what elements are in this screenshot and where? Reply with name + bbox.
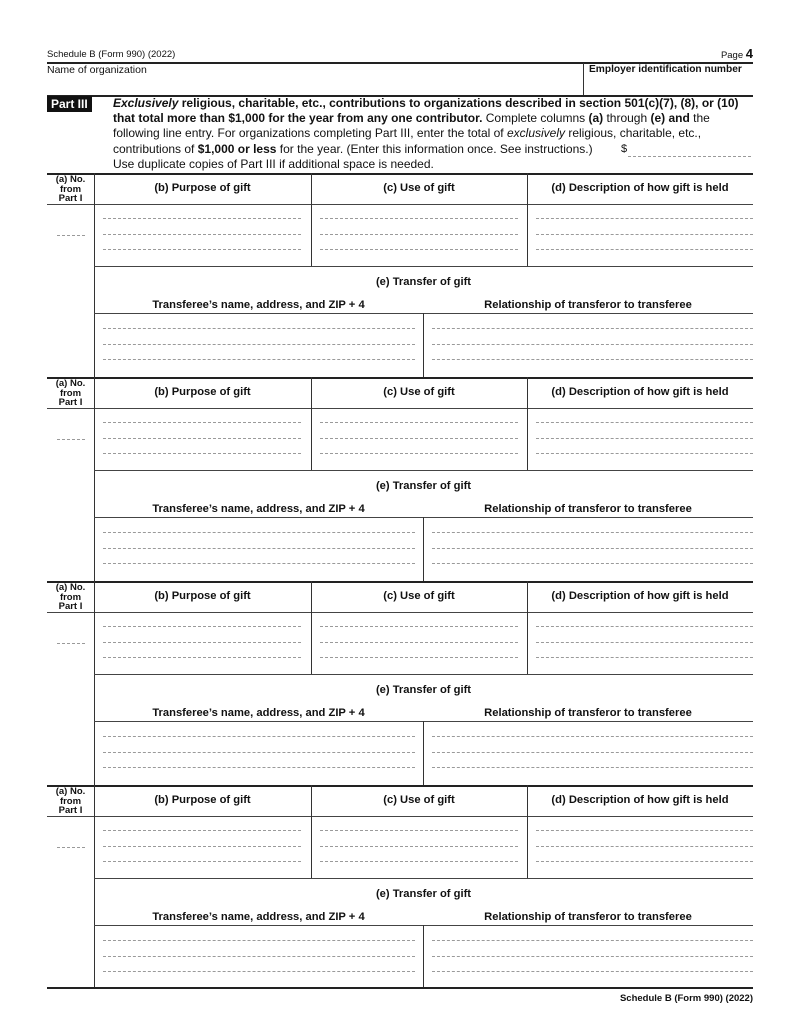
dotted-line (103, 861, 301, 862)
dotted-line (536, 830, 753, 831)
col-a-header-line: (a) No. (55, 378, 86, 389)
col-b-divider (311, 581, 312, 674)
dotted-line (103, 971, 415, 972)
part-i-number-dots (57, 643, 85, 644)
ein-divider (583, 63, 584, 95)
data-row-bottom-rule (94, 674, 753, 675)
dotted-line (103, 438, 301, 439)
dotted-line (432, 736, 753, 737)
dotted-line (320, 234, 518, 235)
col-b-divider (311, 173, 312, 266)
dotted-line (103, 234, 301, 235)
intro-italic-exclusively: Exclusively (113, 96, 179, 110)
part-i-number-dots (57, 847, 85, 848)
dotted-line (536, 657, 753, 658)
dotted-line (103, 563, 415, 564)
col-a-header-line: from (59, 591, 82, 603)
dotted-line (320, 642, 518, 643)
col-d-header: (d) Description of how gift is held (551, 182, 729, 194)
block-top-rule (47, 581, 753, 583)
transferee-name-header: Transferee’s name, address, and ZIP + 4 (152, 299, 365, 311)
col-c-divider (527, 581, 528, 674)
col-c-divider (527, 173, 528, 266)
description-input[interactable] (536, 411, 752, 467)
dotted-line (103, 328, 415, 329)
page-number: 4 (745, 46, 753, 61)
transfer-divider (423, 925, 424, 989)
col-a-header-line: from (59, 183, 82, 195)
col-c-header: (c) Use of gift (383, 182, 455, 194)
description-input[interactable] (536, 819, 752, 875)
dotted-line (320, 249, 518, 250)
dotted-line (432, 548, 753, 549)
dotted-line (536, 846, 753, 847)
form-id-header: Schedule B (Form 990) (2022) (47, 49, 176, 60)
gift-entry-block-2 (0, 377, 800, 581)
form-id-footer: Schedule B (Form 990) (2022) (619, 993, 753, 1004)
dotted-line (103, 940, 415, 941)
transfer-divider (423, 517, 424, 581)
col-c-header: (c) Use of gift (383, 794, 455, 806)
transfer-divider (423, 721, 424, 785)
part-iii-instructions (113, 96, 758, 172)
dotted-line (103, 532, 415, 533)
intro-italic: exclusively (506, 126, 566, 141)
header-row-rule (47, 408, 753, 409)
intro-text: Complete columns (482, 111, 589, 126)
col-a-header (47, 583, 94, 612)
use-of-gift-input[interactable] (320, 207, 520, 263)
purpose-of-gift-input[interactable] (103, 207, 303, 263)
part-i-number-dots (57, 439, 85, 440)
dotted-line (432, 940, 753, 941)
dotted-line (320, 218, 518, 219)
ein-label: Employer identification number (589, 64, 742, 75)
header-row-rule (47, 204, 753, 205)
relationship-header: Relationship of transferor to transferee (484, 503, 692, 515)
dotted-line (103, 752, 415, 753)
dotted-line (432, 752, 753, 753)
page-indicator (721, 46, 753, 61)
col-a-header-line: Part I (58, 397, 83, 408)
col-a-header (47, 787, 94, 816)
col-a-header-line: Part I (58, 601, 83, 612)
intro-duplicate-note: Use duplicate copies of Part III if additional space is needed. (113, 156, 434, 171)
use-of-gift-input[interactable] (320, 819, 520, 875)
name-of-organization-field[interactable] (47, 78, 582, 94)
total-contributions-input[interactable] (630, 141, 752, 155)
dotted-line (320, 830, 518, 831)
dotted-line (103, 657, 301, 658)
col-a-divider (94, 377, 95, 581)
dotted-line (432, 359, 753, 360)
gift-entry-block-1 (0, 173, 800, 377)
footer-rule (47, 987, 753, 989)
dotted-line (103, 422, 301, 423)
dotted-line (536, 218, 753, 219)
ein-field[interactable] (589, 78, 749, 94)
dotted-line (536, 642, 753, 643)
col-a-divider (94, 785, 95, 989)
col-a-divider (94, 173, 95, 377)
block-top-rule (47, 173, 753, 175)
dotted-line (432, 956, 753, 957)
transfer-divider (423, 313, 424, 377)
intro-col-e: (e) and (650, 111, 690, 126)
dotted-line (536, 453, 753, 454)
dotted-line (432, 532, 753, 533)
data-row-bottom-rule (94, 470, 753, 471)
col-a-header-line: (a) No. (55, 786, 86, 797)
header-row-rule (47, 816, 753, 817)
dotted-line (536, 249, 753, 250)
dotted-line (103, 359, 415, 360)
relationship-header: Relationship of transferor to transferee (484, 707, 692, 719)
gift-entry-block-3 (0, 581, 800, 785)
dotted-line (536, 861, 753, 862)
col-c-header: (c) Use of gift (383, 590, 455, 602)
intro-col-a: (a) (588, 111, 604, 126)
col-a-header-line: Part I (58, 193, 83, 204)
col-a-header-line: (a) No. (55, 582, 86, 593)
col-b-divider (311, 377, 312, 470)
col-a-header-line: (a) No. (55, 174, 86, 185)
intro-text: through (603, 111, 651, 126)
col-a-header-line: Part I (58, 805, 83, 816)
use-of-gift-input[interactable] (320, 615, 520, 671)
dotted-line (103, 767, 415, 768)
dotted-line (320, 861, 518, 862)
dotted-line (320, 657, 518, 658)
block-top-rule (47, 377, 753, 379)
description-input[interactable] (536, 615, 752, 671)
dotted-line (103, 626, 301, 627)
col-b-header: (b) Purpose of gift (154, 794, 251, 806)
block-top-rule (47, 785, 753, 787)
col-b-header: (b) Purpose of gift (154, 590, 251, 602)
relationship-header: Relationship of transferor to transferee (484, 911, 692, 923)
col-d-header: (d) Description of how gift is held (551, 794, 729, 806)
data-row-bottom-rule (94, 266, 753, 267)
dotted-line (432, 328, 753, 329)
use-of-gift-input[interactable] (320, 411, 520, 467)
purpose-of-gift-input[interactable] (103, 411, 303, 467)
page-label: Page (720, 50, 744, 61)
name-of-organization-label: Name of organization (47, 64, 147, 76)
dotted-line (103, 453, 301, 454)
dotted-line (432, 344, 753, 345)
data-row-bottom-rule (94, 878, 753, 879)
dotted-line (432, 563, 753, 564)
dotted-line (320, 422, 518, 423)
dotted-line (320, 453, 518, 454)
col-e-header: (e) Transfer of gift (375, 276, 472, 288)
intro-bold-amount: $1,000 or less (197, 141, 277, 156)
col-b-divider (311, 785, 312, 878)
dotted-line (103, 642, 301, 643)
col-a-header (47, 379, 94, 408)
dotted-line (103, 548, 415, 549)
dotted-line (432, 767, 753, 768)
col-b-header: (b) Purpose of gift (154, 182, 251, 194)
dotted-line (536, 422, 753, 423)
dotted-line (103, 830, 301, 831)
dotted-line (320, 438, 518, 439)
dotted-line (536, 234, 753, 235)
header-row-rule (47, 612, 753, 613)
col-e-header: (e) Transfer of gift (375, 684, 472, 696)
dotted-line (103, 846, 301, 847)
dotted-line (103, 956, 415, 957)
gift-entry-block-4 (0, 785, 800, 989)
description-input[interactable] (536, 207, 752, 263)
dotted-line (536, 438, 753, 439)
intro-text: religious, charitable, etc., contributions of (113, 126, 702, 156)
intro-text: the following line entry. For organizations completing Part III, enter the total of (113, 111, 710, 141)
dotted-line (432, 971, 753, 972)
dotted-line (103, 344, 415, 345)
part-i-number-dots (57, 235, 85, 236)
intro-text: for the year. (Enter this information once. See instructions.) (276, 141, 593, 156)
relationship-header: Relationship of transferor to transferee (484, 299, 692, 311)
intro-bold-text: religious, charitable, etc., contributions to organizations described in section 501(c)(7), (8), or (10) that total more than $1,000 for the year from any one contributor. (113, 96, 739, 126)
dotted-line (103, 249, 301, 250)
dotted-line (103, 218, 301, 219)
col-a-header-line: from (59, 795, 82, 807)
col-a-divider (94, 581, 95, 785)
col-e-header: (e) Transfer of gift (375, 888, 472, 900)
col-c-header: (c) Use of gift (383, 386, 455, 398)
part-iii-badge: Part III (47, 96, 92, 112)
transferee-name-header: Transferee’s name, address, and ZIP + 4 (152, 707, 365, 719)
transferee-name-header: Transferee’s name, address, and ZIP + 4 (152, 503, 365, 515)
col-a-header (47, 175, 94, 204)
total-contributions-underline (628, 156, 751, 157)
col-c-divider (527, 785, 528, 878)
col-d-header: (d) Description of how gift is held (551, 386, 729, 398)
dotted-line (320, 846, 518, 847)
col-b-header: (b) Purpose of gift (154, 386, 251, 398)
col-d-header: (d) Description of how gift is held (551, 590, 729, 602)
dotted-line (103, 736, 415, 737)
col-e-header: (e) Transfer of gift (375, 480, 472, 492)
transferee-name-header: Transferee’s name, address, and ZIP + 4 (152, 911, 365, 923)
purpose-of-gift-input[interactable] (103, 819, 303, 875)
dollar-sign: $ (621, 143, 628, 155)
col-a-header-line: from (59, 387, 82, 399)
col-c-divider (527, 377, 528, 470)
purpose-of-gift-input[interactable] (103, 615, 303, 671)
dotted-line (320, 626, 518, 627)
dotted-line (536, 626, 753, 627)
